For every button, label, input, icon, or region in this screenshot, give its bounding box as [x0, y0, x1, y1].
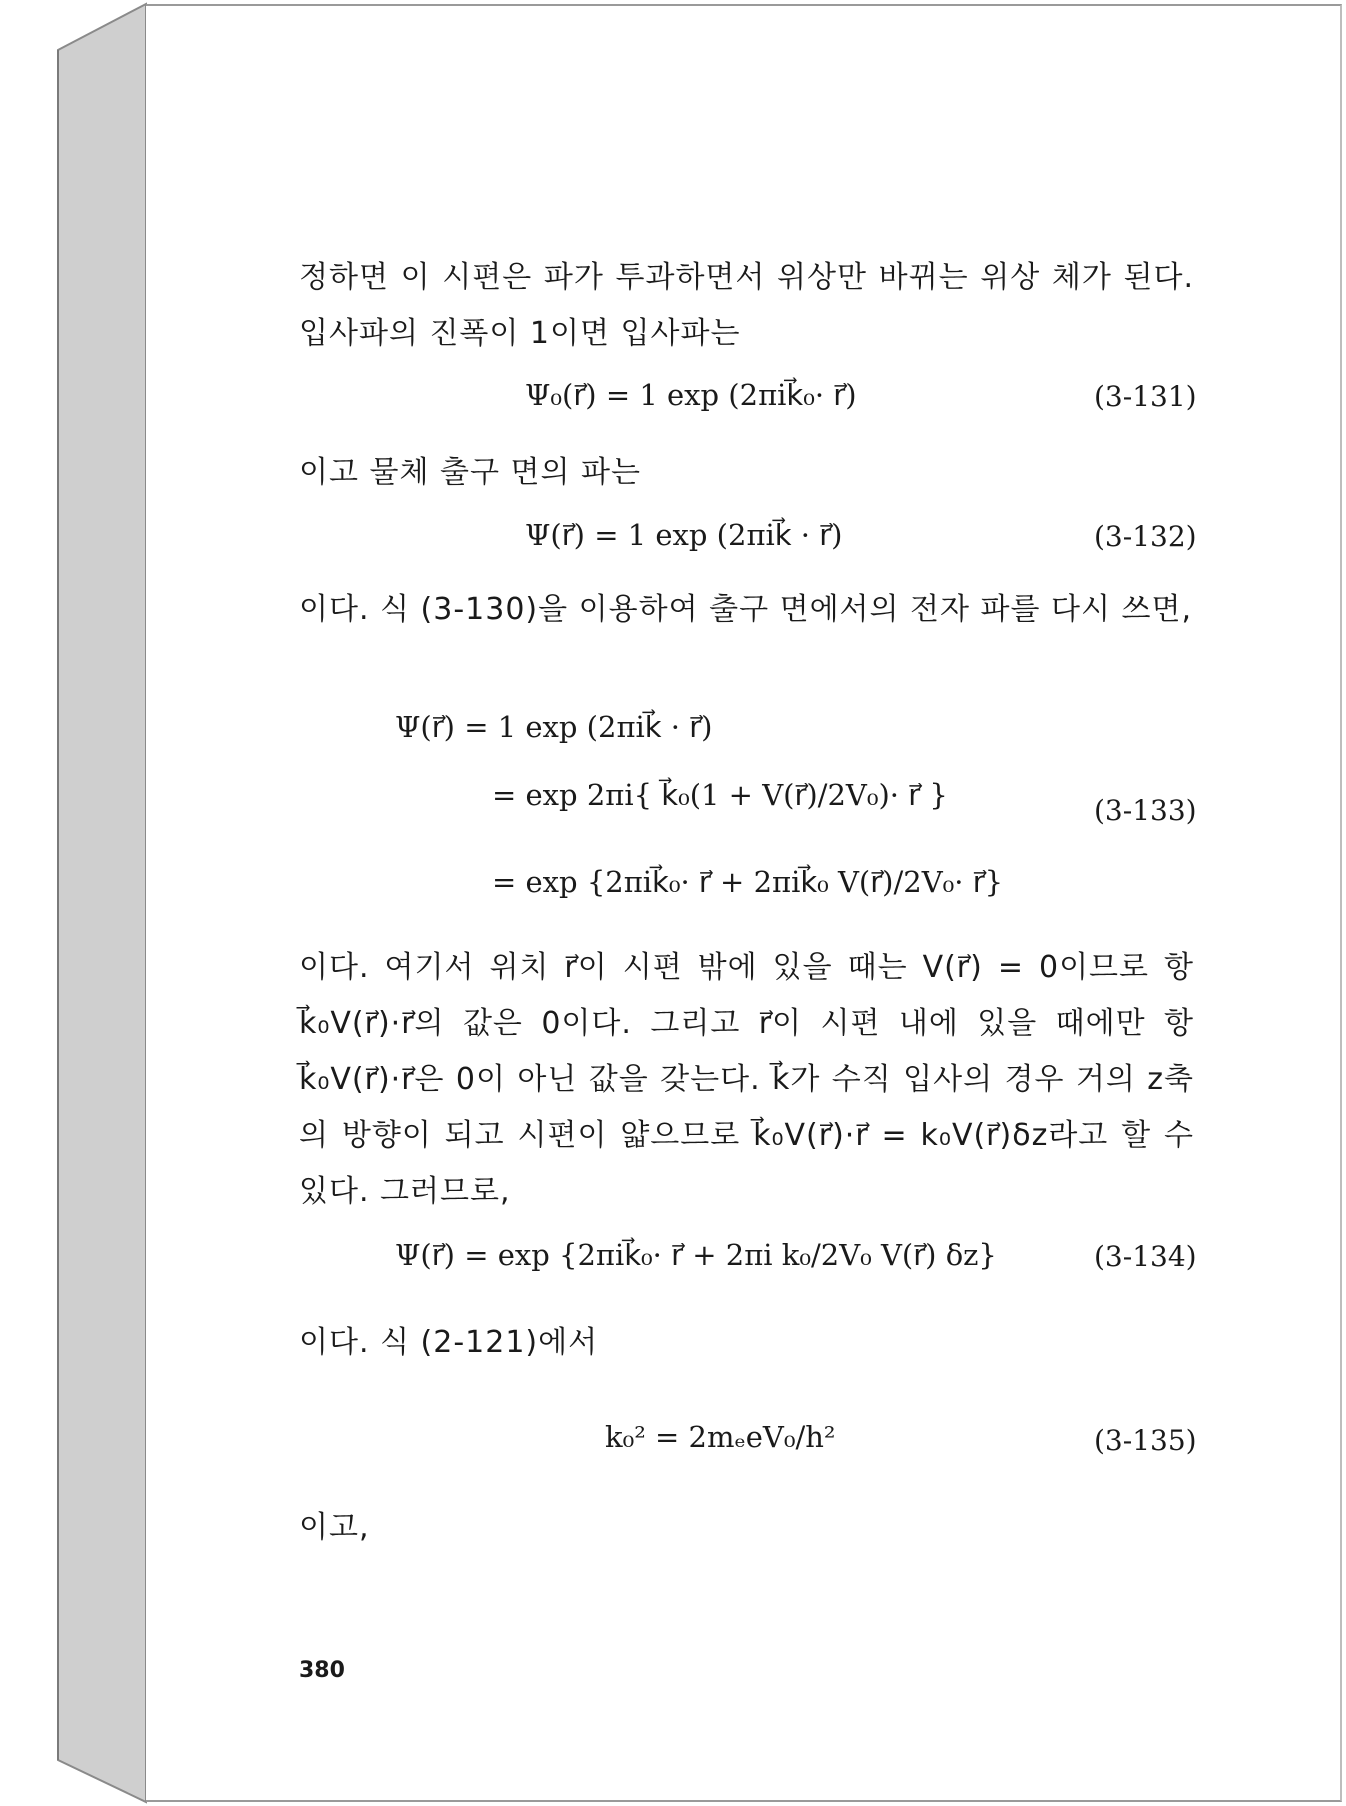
equation-number-3-134: (3-134) [1094, 1240, 1197, 1273]
paragraph-5: 이다. 식 (2-121)에서 [299, 1325, 599, 1360]
paragraph-6: 이고, [299, 1510, 370, 1545]
paragraph-1: 정하면 이 시편은 파가 투과하면서 위상만 바뀌는 위상 체가 된다. 입사파의 진폭이 1이면 입사파는 [299, 260, 1194, 351]
equation-3-132: Ψ(r⃗) = 1 exp (2πik⃗ · r⃗) [525, 518, 843, 552]
equation-3-134: Ψ(r⃗) = exp {2πik⃗₀· r⃗ + 2πi k₀/2V₀ V(r⃗) δz} [395, 1238, 997, 1272]
paragraph-2: 이고 물체 출구 면의 파는 [299, 455, 641, 490]
paragraph-4: 이다. 여기서 위치 r⃗이 시편 밖에 있을 때는 V(r⃗) = 0이므로 항 k⃗₀V(r⃗)·r⃗의 값은 0이다. 그리고 r⃗이 시편 내에 있을 때에만 항 k⃗₀V(r⃗)·r⃗은 0이 아닌 값을 갖는다. k⃗가 수직 입사의 경우 거의 z축의 방향이 되고 시편이 얇으므로 k⃗₀V(r⃗)·r⃗ = k₀V(r⃗)δz라고 할 수 있다. 그러므로, [299, 950, 1194, 1209]
equation-number-3-135: (3-135) [1094, 1424, 1197, 1457]
equation-3-133-line-3: = exp {2πik⃗₀· r⃗ + 2πik⃗₀ V(r⃗)/2V₀· r⃗} [492, 865, 1004, 899]
paragraph-3: 이다. 식 (3-130)을 이용하여 출구 면에서의 전자 파를 다시 쓰면, [299, 592, 1193, 627]
page-number: 380 [299, 1658, 345, 1683]
equation-3-131: Ψ₀(r⃗) = 1 exp (2πik⃗₀· r⃗) [525, 378, 857, 412]
equation-number-3-132: (3-132) [1094, 520, 1197, 553]
equation-3-133-line-2: = exp 2πi{ k⃗₀(1 + V(r⃗)/2V₀)· r⃗ } [492, 778, 948, 812]
equation-number-3-133: (3-133) [1094, 794, 1197, 827]
equation-3-133-line-1: Ψ(r⃗) = 1 exp (2πik⃗ · r⃗) [395, 710, 713, 744]
equation-3-135: k₀² = 2mₑeV₀/h² [605, 1420, 836, 1454]
equation-number-3-131: (3-131) [1094, 380, 1197, 413]
